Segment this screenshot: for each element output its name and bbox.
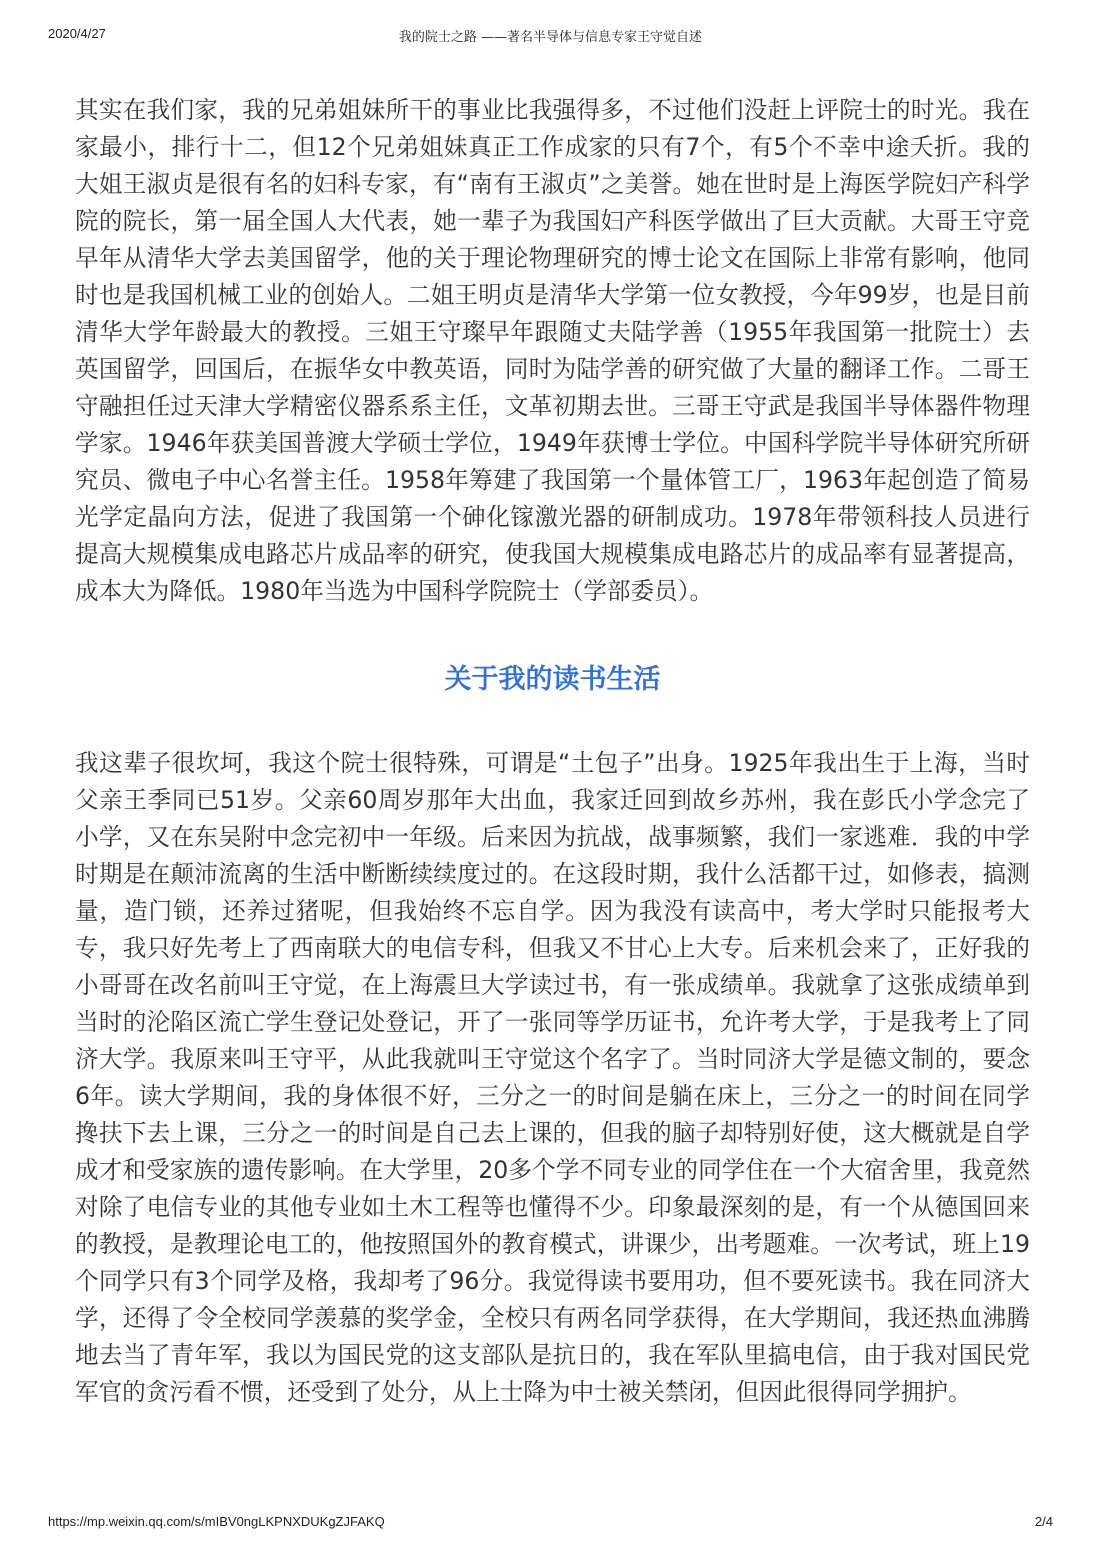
print-date: 2020/4/27 (48, 26, 106, 41)
print-footer (0, 1514, 1101, 1536)
print-source-url: https://mp.weixin.qq.com/s/mIBV0ngLKPNXDUKgZJFAKQ (48, 1514, 385, 1529)
section-heading-reading-life: 关于我的读书生活 (444, 664, 661, 695)
article-paragraph-family: 其实在我们家，我的兄弟姐妹所干的事业比我强得多，不过他们没赶上评院士的时光。我在家最小，排行十二，但12个兄弟姐妹真正工作成家的只有7个，有5个不幸中途夭折。我的大姐王淑贞是很有名的妇科专家，有“南有王淑贞”之美誉。她在世时是上海医学院妇产科学院的院长，第一届全国人大代表，她一辈子为我国妇产科医学做出了巨大贡献。大哥王守竞早年从清华大学去美国留学，他的关于理论物理研究的博士论文在国际上非常有影响，他同时也是我国机械工业的创始人。二姐王明贞是清华大学第一位女教授，今年99岁，也是目前清华大学年龄最大的教授。三姐王守璨早年跟随丈夫陆学善（1955年我国第一批院士）去英国留学，回国后，在振华女中教英语，同时为陆学善的研究做了大量的翻译工作。二哥王守融担任过天津大学精密仪器系系主任，文革初期去世。三哥王守武是我国半导体器件物理学家。1946年获美国普渡大学硕士学位，1949年获博士学位。中国科学院半导体研究所研究员、微电子中心名誉主任。1958年筹建了我国第一个量体管工厂，1963年起创造了简易光学定晶向方法，促进了我国第一个砷化镓激光器的研制成功。1978年带领科技人员进行提高大规模集成电路芯片成品率的研究，使我国大规模集成电路芯片的成品率有显著提高，成本大为降低。1980年当选为中国科学院院士（学部委员）。 (75, 96, 1030, 605)
article-paragraph-education: 我这辈子很坎坷，我这个院士很特殊，可谓是“土包子”出身。1925年我出生于上海，当时父亲王季同已51岁。父亲60周岁那年大出血，我家迁回到故乡苏州，我在彭氏小学念完了小学，又在东吴附中念完初中一年级。后来因为抗战，战事频繁，我们一家逃难．我的中学时期是在颠沛流离的生活中断断续续度过的。在这段时期，我什么活都干过，如修表，搞测量，造门锁，还养过猪呢，但我始终不忘自学。因为我没有读高中，考大学时只能报考大专，我只好先考上了西南联大的电信专科，但我又不甘心上大专。后来机会来了，正好我的小哥哥在改名前叫王守觉，在上海震旦大学读过书，有一张成绩单。我就拿了这张成绩单到当时的沦陷区流亡学生登记处登记，开了一张同等学历证书，允许考大学，于是我考上了同济大学。我原来叫王守平，从此我就叫王守觉这个名字了。当时同济大学是德文制的，要念6年。读大学期间，我的身体很不好，三分之一的时间是躺在床上，三分之一的时间在同学搀扶下去上课，三分之一的时间是自己去上课的，但我的脑子却特别好使，这大概就是自学成才和受家族的遗传影响。在大学里，20多个学不同专业的同学住在一个大宿舍里，我竟然对除了电信专业的其他专业如土木工程等也懂得不少。印象最深刻的是，有一个从德国回来的教授，是教理论电工的，他按照国外的教育模式，讲课少，出考题难。一次考试，班上19个同学只有3个同学及格，我却考了96分。我觉得读书要用功，但不要死读书。我在同济大学，还得了令全校同学羡慕的奖学金，全校只有两名同学获得，在大学期间，我还热血沸腾地去当了青年军，我以为国民党的这支部队是抗日的，我在军队里搞电信，由于我对国民党军官的贪污看不惯，还受到了处分，从上士降为中士被关禁闭，但因此很得同学拥护。 (75, 749, 1030, 1406)
print-page-number: 2/4 (1034, 1514, 1053, 1529)
print-page-title: 我的院士之路 ——著名半导体与信息专家王守觉自述 (398, 30, 703, 45)
article-body (75, 92, 1030, 1411)
print-header (0, 26, 1101, 48)
